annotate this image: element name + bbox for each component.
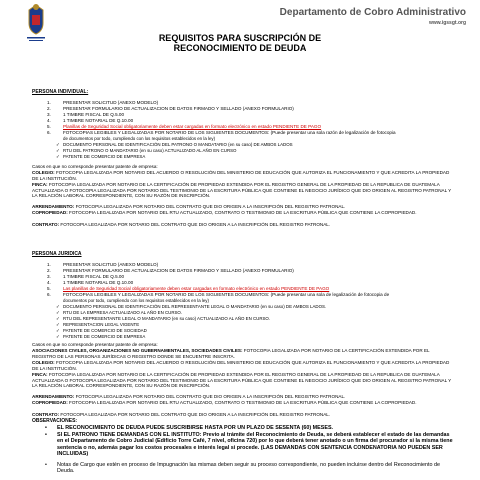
case-paragraph: COPROPIEDAD: FOTOCOPIA LEGALIZADA POR NOTARIO DEL RTU ACTUALIZADO, CONTRATO O TESTIMONIO DE LA ESCRITURA PÚBLICA QUE CONTIENE LA COPROPIEDAD. xyxy=(32,210,417,215)
check-icon: ✓ xyxy=(56,334,60,339)
check-icon: ✓ xyxy=(56,328,60,333)
bullet-icon: • xyxy=(45,425,47,431)
case-paragraph: CONTRATO: FOTOCOPIA LEGALIZADA POR NOTARIO DEL CONTRATO QUE DIO ORIGEN A LA INSCRIPCIÓN DEL REGISTRO PATRONAL. xyxy=(32,412,331,417)
bullet-icon: • xyxy=(45,462,47,468)
case-paragraph: COPROPIEDAD: FOTOCOPIA LEGALIZADA POR NOTARIO DEL RTU ACTUALIZADO, CONTRATO O TESTIMONIO DE LA ESCRITURA PÚBLICA QUE CONTIENE LA COPROPIEDAD. xyxy=(32,400,417,405)
observation-bullet: • SI EL PATRONO TIENE DEMANDAS CON EL INSTITUTO: Previo al trámite del Reconocimiento de Deuda, se deberá establecer el estado de las demandas en el Departamento de Cobro Judicial (Edificio Torre Café, 7 nivel, oficina 720) por lo que deberá tener anotado o un firma del procurador si la misma tiene sentencia o no, además pagar los costos procesales e interés legal si procede. (LAS DEMANDAS CON SENTENCIA CONDENATORIA NO PUEDEN SER INCLUIDAS) xyxy=(45,432,453,458)
page-title: REQUISITOS PARA SUSCRIPCIÓN DE xyxy=(158,33,322,43)
observations-heading: OBSERVACIONES: xyxy=(32,418,78,424)
check-icon: ✓ xyxy=(56,154,60,159)
bullet-icon: • xyxy=(45,432,47,438)
case-paragraph: COLEGIO: FOTOCOPIA LEGALIZADA POR NOTARIO DEL ACUERDO O RESOLUCIÓN DEL MINISTERIO DE EDUCACIÓN QUE AUTORIZA EL FUNCIONAMIENTO Y QUE ACREDITA LA PROPIEDAD DE LA INSTITUCIÓN. xyxy=(32,360,450,371)
check-icon: ✓ xyxy=(56,304,60,309)
case-paragraph: CONTRATO: FOTOCOPIA LEGALIZADA POR NOTARIO DEL CONTRATO QUE DIO ORIGEN A LA INSCRIPCIÓN DEL REGISTRO PATRONAL. xyxy=(32,222,331,227)
department-name: Departamento de Cobro Administrativo xyxy=(279,7,466,18)
case-paragraph: FINCA: FOTOCOPIA LEGALIZADA POR NOTARIO DE LA CERTIFICACIÓN DE PROPIEDAD EXTENDIDA POR EL REGISTRO GENERAL DE LA PROPIEDAD DE LA REPUBLICA DE GUATEMALA ACTUALIZADA O FOTOCOPIA LEGALIZADA POR NOTARIO DEL TESTIMONIO DE LA ESCRITURA PÚBLICA QUE CONTIENE EL NEGOCIO JURÍDICO QUE DIO ORIGEN AL REGISTRO PATRONAL Y LA RELACIÓN LABORAL CORRESPONDIENTE, CON SU RAZÓN DE INSCRIPCIÓN. xyxy=(32,182,452,198)
check-icon: ✓ xyxy=(56,310,60,315)
case-paragraph: ARRENDAMIENTO: FOTOCOPIA LEGALIZADA POR NOTARIO DEL CONTRATO QUE DIO ORIGEN A LA INSCRIPCIÓN DEL REGISTRO PATRONAL. xyxy=(32,394,346,399)
check-icon: ✓ xyxy=(56,322,60,327)
list-item-continuation: de documentos por todo, cumpliendo con los requisitos establecidos en la ley) xyxy=(63,136,216,141)
case-paragraph: ASOCIACIONES CIVILES, ORGANIZACIONES NO GUBERNAMENTALES, SOCIEDADES CIVILES: FOTOCOPIA LEGALIZADA POR NOTARIO DE LA CERTIFICACIÓN EXTENDIDA POR EL REGISTRO DE LAS PERSONAS JURÍDICAS O REGISTRO DONDE SE ENCUENTRE INSCRITA. xyxy=(32,348,430,359)
case-paragraph: COLEGIO: FOTOCOPIA LEGALIZADA POR NOTARIO DEL ACUERDO O RESOLUCIÓN DEL MINISTERIO DE EDUCACIÓN QUE AUTORIZA EL FUNCIONAMIENTO Y QUE ACREDITA LA PROPIEDAD DE LA INSTITUCIÓN. xyxy=(32,170,450,181)
website-url: www.igssgt.org xyxy=(428,20,466,26)
cases-intro: Casos en que no corresponde presentar patente de empresa: xyxy=(32,342,158,347)
page-subtitle: RECONOCIMIENTO DE DEUDA xyxy=(173,43,307,53)
cases-intro: Casos en que no corresponde presentar patente de empresa: xyxy=(32,164,158,169)
check-icon: ✓ xyxy=(56,316,60,321)
section-heading-juridica: PERSONA JURIDICA xyxy=(32,251,82,257)
list-item-continuation: documentos por todo, cumpliendo con los requisitos establecidos en la ley) xyxy=(63,298,209,303)
check-icon: ✓ xyxy=(56,142,60,147)
observation-bullet: • EL RECONOCIMIENTO DE DEUDA PUEDE SUSCRIBIRSE HASTA POR UN PLAZO DE SESENTA (60) MESES. xyxy=(45,425,334,431)
document-page: Departamento de Cobro Administrativo www.igssgt.org REQUISITOS PARA SUSCRIPCIÓN DE RECONOCIMIENTO DE DEUDA PERSONA INDIVIDUAL: 1. PRESENTAR SOLICITUD (ANEXO MODELO) 2. PRESENTAR FORMULARIO DE ACTUALIZACION DE DATOS FIRMADO Y SELLADO (ANEXO FORMULARIO) 3. 1 TIMBRE FISCAL DE Q.5.00 4. 1 TIMBRE NOTARIAL DE Q.10.00 5. Planillas de Seguridad Social obligatoriamente deben estar cargadas en formato electrónico en estado PENDIENTE DE PAGO 6. FOTOCOPIAS LEGIBLES Y LEGALIZADAS POR NOTARIO DE LOS SIGUIENTES DOCUMENTOS: (Puede presentar una sola razón de legalización de fotocopia de documentos por todo, cumpliendo con los requisitos establecidos en la ley) ✓ DOCUMENTO PERSONAL DE IDENTIFICACIÓN DEL PATRONO O MANDATARIO (en su caso) DE AMBOS LADOS ✓ RTU DEL PATRONO O MANDATARIO (en su caso) ACTUALIZADO AL AÑO EN CURSO ✓ PATENTE DE COMERCIO DE EMPRESA Casos en que no corresponde presentar patente de empresa: COLEGIO: FOTOCOPIA LEGALIZADA POR NOTARIO DEL ACUERDO O RESOLUCIÓN DEL MINISTERIO DE EDUCACIÓN QUE AUTORIZA EL FUNCIONAMIENTO Y QUE ACREDITA LA PROPIEDAD DE LA INSTITUCIÓN. FINCA: FOTOCOPIA LEGALIZADA POR NOTARIO DE LA CERTIFICACIÓN DE PROPIEDAD EXTENDIDA POR EL REGISTRO GENERAL DE LA PROPIEDAD DE LA REPUBLICA DE GUATEMALA ACTUALIZADA O FOTOCOPIA LEGALIZADA POR NOTARIO DEL TESTIMONIO DE LA ESCRITURA PÚBLICA QUE CONTIENE EL NEGOCIO JURÍDICO QUE DIO ORIGEN AL REGISTRO PATRONAL Y LA RELACIÓN LABORAL CORRESPONDIENTE, CON SU RAZÓN DE INSCRIPCIÓN. ARRENDAMIENTO: FOTOCOPIA LEGALIZADA POR NOTARIO DEL CONTRATO QUE DIO ORIGEN A LA INSCRIPCIÓN DEL REGISTRO PATRONAL. COPROPIEDAD: FOTOCOPIA LEGALIZADA POR NOTARIO DEL RTU ACTUALIZADO, CONTRATO O TESTIMONIO DE LA ESCRITURA PÚBLICA QUE CONTIENE LA COPROPIEDAD. CONTRATO: FOTOCOPIA LEGALIZADA POR NOTARIO DEL CONTRATO QUE DIO ORIGEN A LA INSCRIPCIÓN DEL REGISTRO PATRONAL. PERSONA JURIDICA 1. PRESENTAR SOLICITUD (ANEXO MODELO) 2. PRESENTAR FORMULARIO DE ACTUALIZACION DE DATOS FIRMADO Y SELLADO (ANEXO FORMULARIO) 3. 1 TIMBRE FISCAL DE Q.5.00 4. 1 TIMBRE NOTARIAL DE Q.10.00 5. Las planillas de Seguridad Social obligatoriamente deben estar cargadas en formato electrónico en estado PENDIENTE DE PAGO 6. FOTOCOPIAS LEGIBLES Y LEGALIZADAS POR NOTARIO DE LOS SIGUIENTES DOCUMENTOS: (Puede presentar una sola de legalización de fotocopia de documentos por todo, cumpliendo con los requisitos establecidos en la ley) ✓ DOCUMENTO PERSONAL DE IDENTIFICACIÓN DEL REPRESENTANTE LEGAL O MANDATARIO (en su caso) DE AMBOS LADOS. ✓ RTU DE LA EMPRESA ACTUALIZADO AL AÑO EN CURSO. ✓ RTU DEL REPRESENTANTE LEGAL O MANDATARIO (en su caso) ACTUALIZADO AL AÑO EN CURSO. ✓ REPRESENTACION LEGAL VIGENTE ✓ PATENTE DE COMERCIO DE SOCIEDAD ✓ PATENTE DE COMERCIO DE EMPRESA Casos en que no corresponde presentar patente de empresa: ASOCIACIONES CIVILES, ORGANIZACIONES NO GUBERNAMENTALES, SOCIEDADES CIVILES: FOTOCOPIA LEGALIZADA POR NOTARIO DE LA CERTIFICACIÓN EXTENDIDA POR EL REGISTRO DE LAS PERSONAS JURÍDICAS O REGISTRO DONDE SE ENCUENTRE INSCRITA. COLEGIO: FOTOCOPIA LEGALIZADA POR NOTARIO DEL ACUERDO O RESOLUCIÓN DEL MINISTERIO DE EDUCACIÓN QUE AUTORIZA EL FUNCIONAMIENTO Y QUE ACREDITA LA PROPIEDAD DE LA INSTITUCIÓN. FINCA: FOTOCOPIA LEGALIZADA POR NOTARIO DE LA CERTIFICACIÓN DE PROPIEDAD EXTENDIDA POR EL REGISTRO GENERAL DE LA PROPIEDAD DE LA REPUBLICA DE GUATEMALA ACTUALIZADA O FOTOCOPIA LEGALIZADA POR NOTARIO DEL TESTIMONIO DE LA ESCRITURA PÚBLICA QUE CONTIENE EL NEGOCIO JURÍDICO QUE DIO ORIGEN AL REGISTRO PATRONAL Y LA RELACIÓN LABORAL CORRESPONDIENTE, CON SU RAZÓN DE INSCRIPCIÓN. ARRENDAMIENTO: FOTOCOPIA LEGALIZADA POR NOTARIO DEL CONTRATO QUE DIO ORIGEN A LA INSCRIPCIÓN DEL REGISTRO PATRONAL. COPROPIEDAD: FOTOCOPIA LEGALIZADA POR NOTARIO DEL RTU ACTUALIZADO, CONTRATO O TESTIMONIO DE LA ESCRITURA PÚBLICA QUE CONTIENE LA COPROPIEDAD. CONTRATO: FOTOCOPIA LEGALIZADA POR NOTARIO DEL CONTRATO QUE DIO ORIGEN A LA INSCRIPCIÓN DEL REGISTRO PATRONAL. OBSERVACIONES: • EL RECONOCIMIENTO DE DEUDA PUEDE SUSCRIBIRSE HASTA POR UN PLAZO DE SESENTA (60) MESES. • SI EL PATRONO TIENE DEMANDAS CON EL INSTITUTO: Previo al trámite del Reconocimiento de Deuda, se deberá establecer el estado de las demandas en el Departamento de Cobro Judicial (Edificio Torre Café, 7 nivel, oficina 720) por lo que deberá tener anotado o un firma del procurador si la misma tiene sentencia o no, además pagar los costos procesales e interés legal si procede. (LAS DEMANDAS CON SENTENCIA CONDENATORIA NO PUEDEN SER INCLUIDAS) • Notas de Cargo que estén en proceso de Impugnación las mismas deben seguir su proceso correspondiente, no pueden incluirse dentro del Reconocimiento de Deuda. xyxy=(0,0,480,480)
case-paragraph: ARRENDAMIENTO: FOTOCOPIA LEGALIZADA POR NOTARIO DEL CONTRATO QUE DIO ORIGEN A LA INSCRIPCIÓN DEL REGISTRO PATRONAL. xyxy=(32,204,346,209)
observation-bullet: • Notas de Cargo que estén en proceso de Impugnación las mismas deben seguir su proceso correspondiente, no pueden incluirse dentro del Reconocimiento de Deuda. xyxy=(45,462,440,475)
case-paragraph: FINCA: FOTOCOPIA LEGALIZADA POR NOTARIO DE LA CERTIFICACIÓN DE PROPIEDAD EXTENDIDA POR EL REGISTRO GENERAL DE LA PROPIEDAD DE LA REPUBLICA DE GUATEMALA ACTUALIZADA O FOTOCOPIA LEGALIZADA POR NOTARIO DEL TESTIMONIO DE LA ESCRITURA PÚBLICA QUE CONTIENE EL NEGOCIO JURÍDICO QUE DIO ORIGEN AL REGISTRO PATRONAL Y LA RELACIÓN LABORAL CORRESPONDIENTE, CON SU RAZÓN DE INSCRIPCIÓN. xyxy=(32,372,452,388)
check-icon: ✓ xyxy=(56,148,60,153)
section-heading-individual: PERSONA INDIVIDUAL: xyxy=(32,89,89,95)
